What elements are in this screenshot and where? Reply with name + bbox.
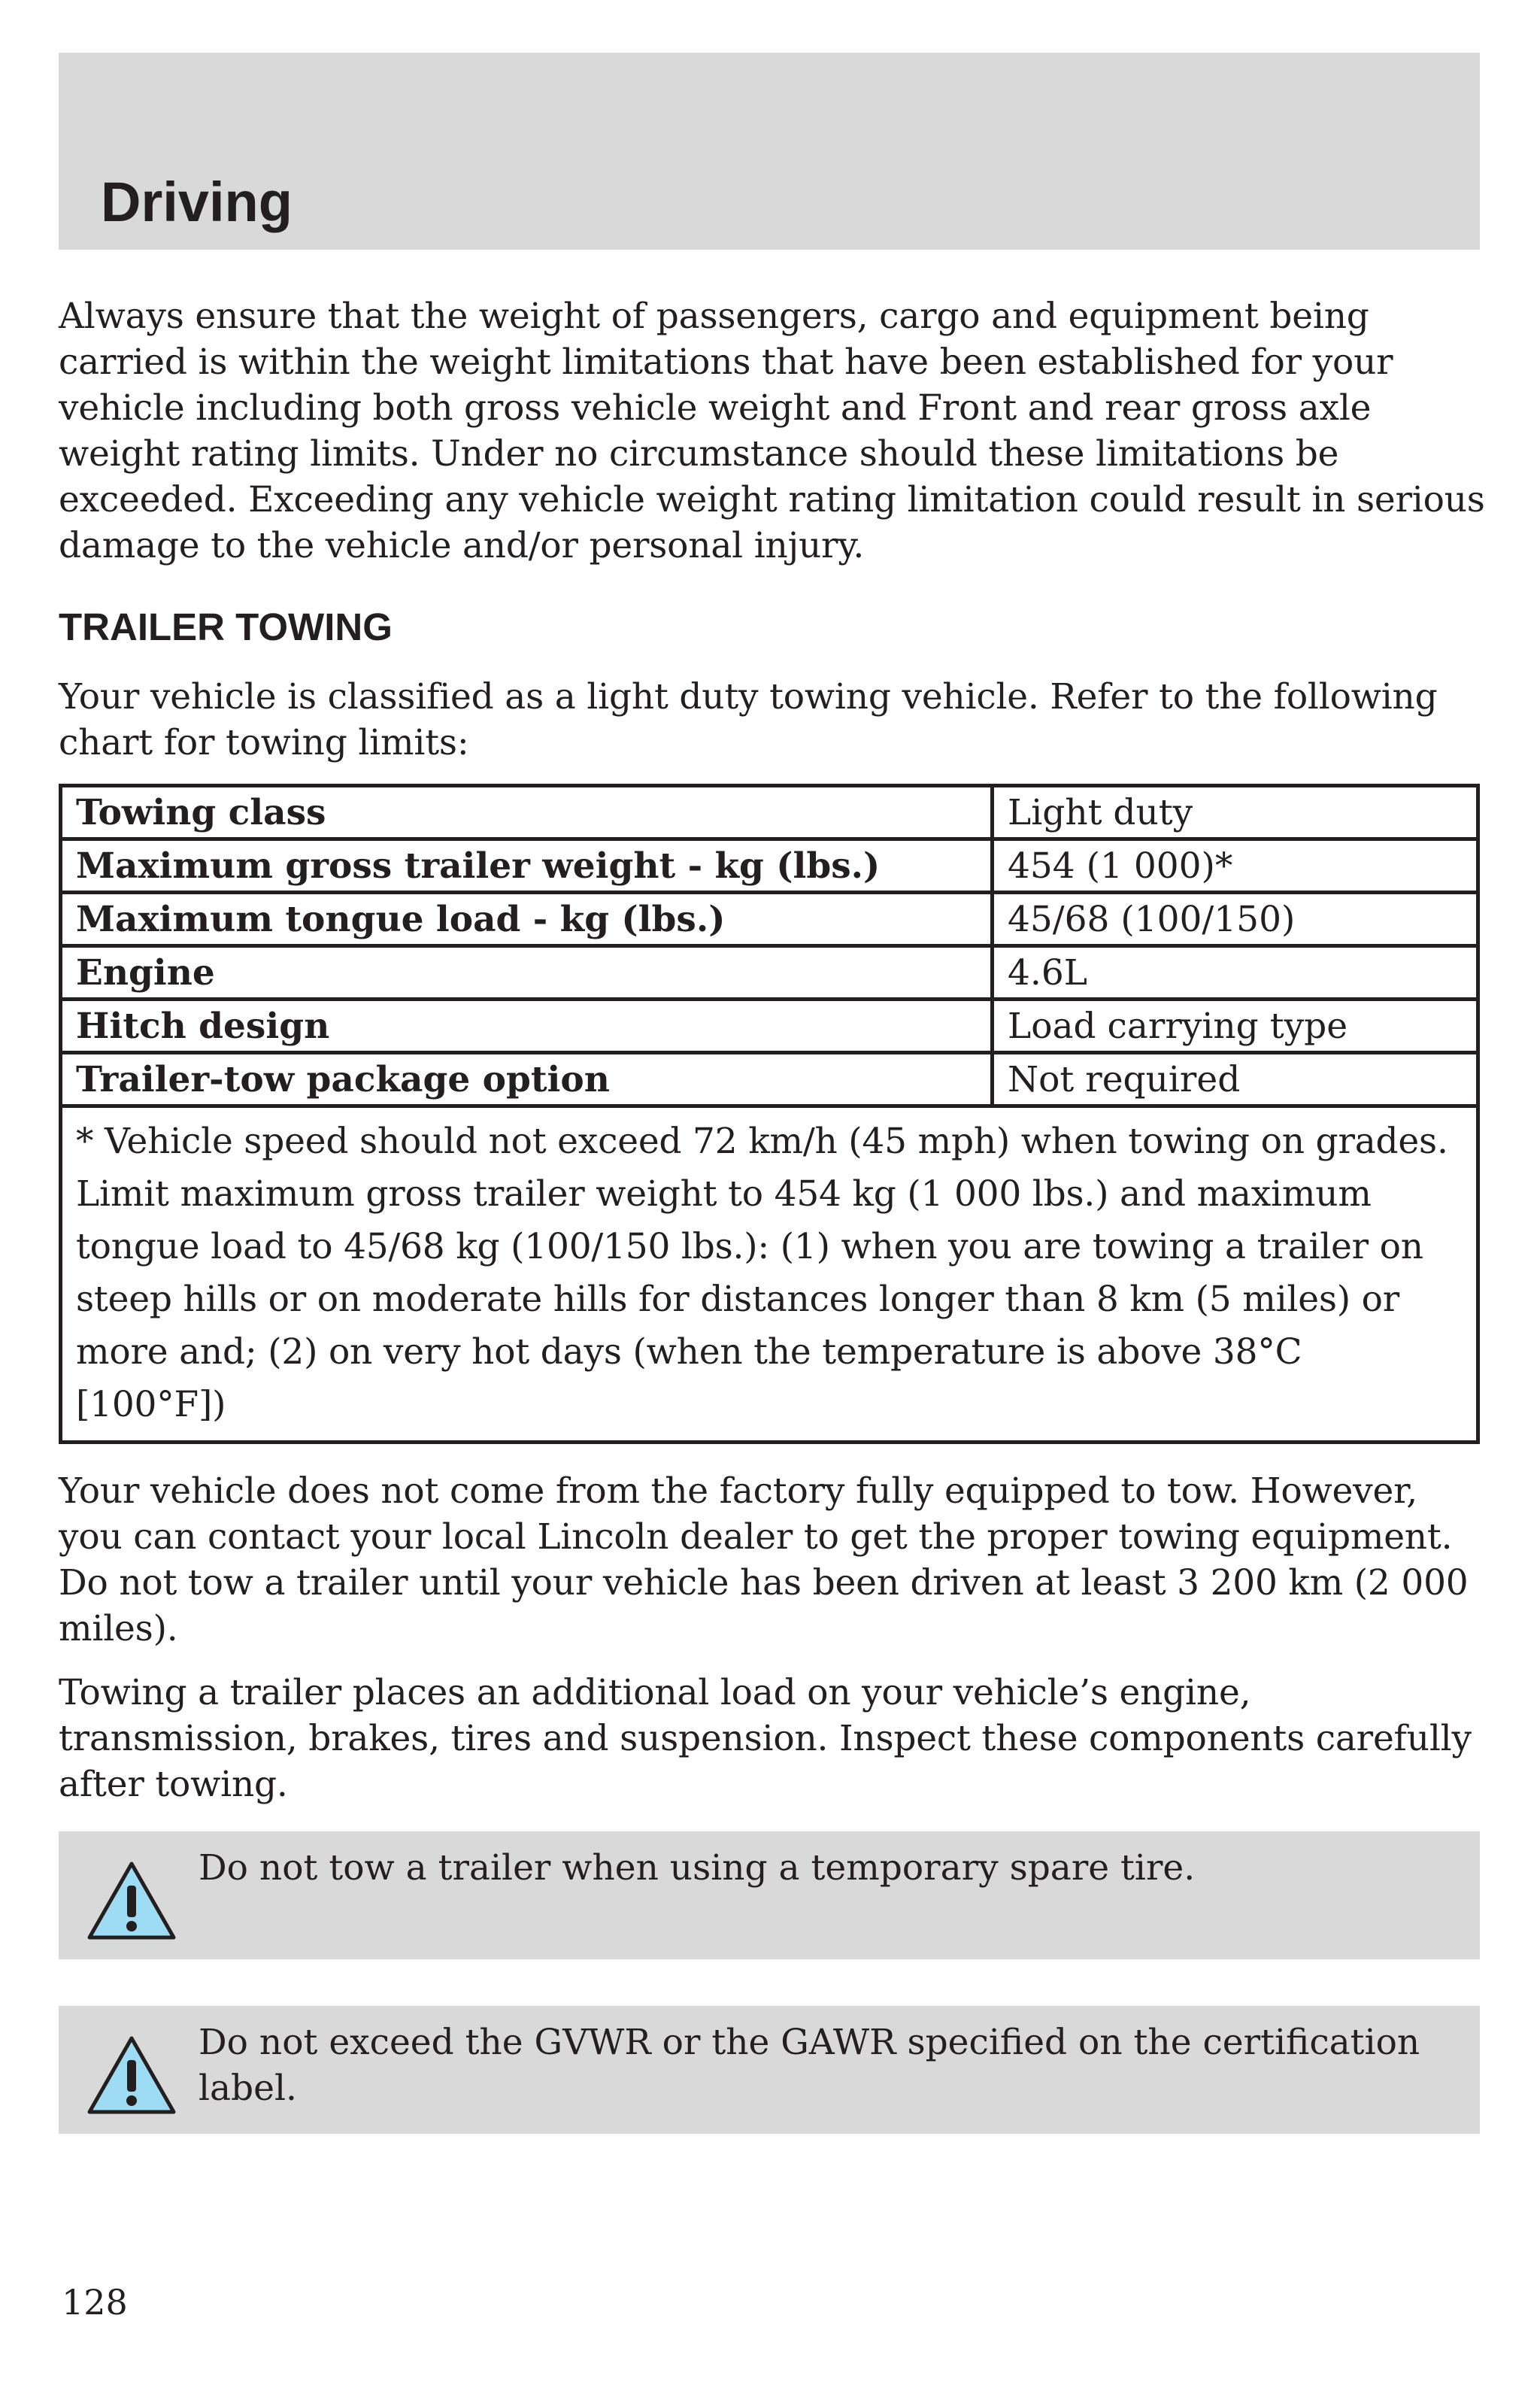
row-label-max-tongue-load: Maximum tongue load - kg (lbs.) [61,893,993,946]
warning-box-spare-tire [59,1831,1480,1959]
equipment-paragraph: Your vehicle does not come from the factory fully equipped to tow. However, you can contact your local Lincoln dealer to get the proper towing equipment. Do not tow a trailer until your vehicle has been driven at least 3 200 km (2 000 miles). [59,1470,1469,1649]
table-footnote-row [61,1106,1478,1443]
warning-box-gvwr [59,2006,1480,2134]
warning-text: Do not tow a trailer when using a temporary spare tire. [199,1847,1196,1889]
table-footnote: * Vehicle speed should not exceed 72 km/h (45 mph) when towing on grades. Limit maximum gross trailer weight to 454 kg (1 000 lbs.) and maximum tongue load to 45/68 kg (100/150 lbs.): (1) when you are towing a trailer on steep hills or on moderate hills for distances longer than 8 km (5 miles) or more and; (2) on very hot days (when the temperature is above 38°C [100°F]) [61,1106,1478,1443]
trailer-towing-intro: Your vehicle is classified as a light duty towing vehicle. Refer to the following chart for towing limits: [59,676,1438,763]
row-label-trailer-tow-package: Trailer-tow package option [61,1053,993,1106]
load-paragraph: Towing a trailer places an additional load on your vehicle’s engine, transmission, brakes, tires and suspension. Inspect these components carefully after towing. [59,1672,1472,1805]
table-row [61,946,1478,1000]
row-value-trailer-tow-package: Not required [993,1053,1478,1106]
section-title: Driving [101,171,293,233]
row-label-max-gross-trailer-weight: Maximum gross trailer weight - kg (lbs.) [61,839,993,893]
page-number: 128 [62,2282,128,2323]
row-value-hitch-design: Load carrying type [993,1000,1478,1053]
row-label-engine: Engine [61,946,993,1000]
table-row [61,786,1478,839]
row-value-engine: 4.6L [993,946,1478,1000]
section-header-band [59,53,1480,250]
intro-paragraph: Always ensure that the weight of passengers, cargo and equipment being carried is within the weight limitations that have been established for your vehicle including both gross vehicle weight and Front and rear gross axle weight rating limits. Under no circumstance should these limitations be exceeded. Exceeding any vehicle weight rating limitation could result in serious damage to the vehicle and/or personal injury. [59,296,1485,566]
row-value-max-tongue-load: 45/68 (100/150) [993,893,1478,946]
row-value-towing-class: Light duty [993,786,1478,839]
row-label-hitch-design: Hitch design [61,1000,993,1053]
table-row [61,893,1478,946]
table-row [61,1000,1478,1053]
trailer-towing-heading: TRAILER TOWING [59,605,393,648]
row-value-max-gross-trailer-weight: 454 (1 000)* [993,839,1478,893]
table-row [61,1053,1478,1106]
warning-text: Do not exceed the GVWR or the GAWR specified on the certification label. [199,2022,1420,2109]
table-row [61,839,1478,893]
warning-triangle-icon [86,1860,177,1941]
warning-triangle-icon [86,2034,177,2116]
towing-limits-table [59,784,1480,1444]
row-label-towing-class: Towing class [61,786,993,839]
